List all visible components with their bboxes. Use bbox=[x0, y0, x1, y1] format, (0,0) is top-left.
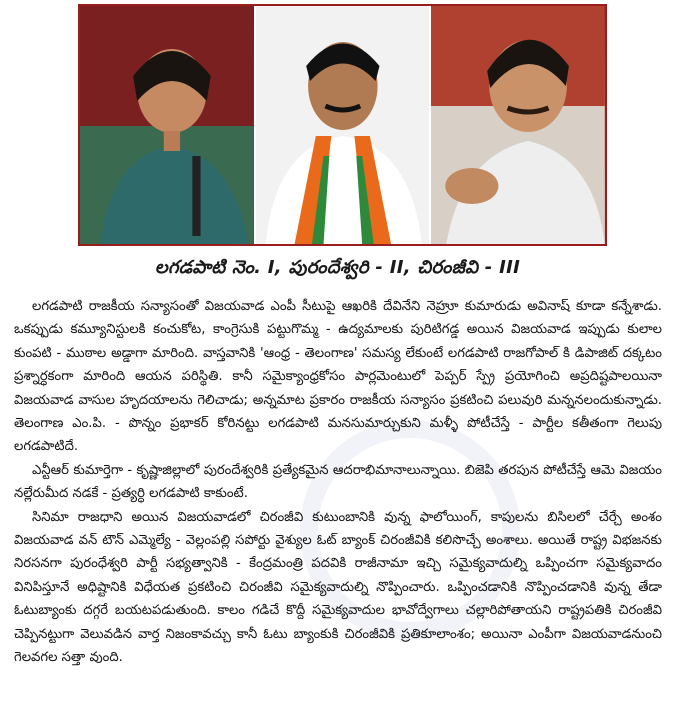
photo-caption: లగడపాటి నెం. I, పురందేశ్వరి - II, చిరంజీవి - III bbox=[154, 257, 521, 278]
photo-strip bbox=[78, 4, 607, 246]
article-paragraph: లగడపాటి రాజకీయ సన్యాసంతో విజయవాడ ఎంపీ సీటుపై ఆఖరికి దేవినేని నెహ్రూ కుమారుడు అవినాష్ కూడా కన్నేశాడు. ఒకప్పుడు కమ్యూనిస్టులకి కంచుకోట, కాంగ్రెసుకి పట్టుగొమ్మ - ఉద్యమాలకు పురిటిగడ్డ అయిన విజయవాడ ఇప్పుడు కులాల కుంపటి - ముఠాల అడ్డాగా మారింది. వాస్తవానికి 'ఆంధ్ర - తెలంగాణ' సమస్య లేకుంటే లగడపాటి రాజగోపాల్ కి డిపాజిట్ దక్కటం ప్రశ్నార్ధకంగా మారింది ఆయన పరిస్థితి. కానీ సమైక్యాంధ్రకోసం పార్లమెంటులో పెప్పర్ స్ప్రే ప్రయోగించి అప్రదిష్టపాలయినా విజయవాడ వాసుల హృదయాలను గెలిచాడు; అన్నమాట ప్రకారం రాజకీయ సన్యాసం ప్రకటించి పలువురి మన్ననలందుకున్నాడు. తెలంగాణ ఎం.పి. - పొన్నం ప్రభాకర్ కోరినట్టు లగడపాటి మనసుమార్చుకుని మళ్ళీ పోటీచేస్తే - పార్టీల కతీతంగా గెలుపు లగడపాటిదే. bbox=[14, 299, 662, 455]
person-photo-center bbox=[256, 6, 432, 244]
person-photo-right bbox=[431, 6, 605, 244]
article-body bbox=[14, 295, 662, 670]
person-photo-left bbox=[80, 6, 256, 244]
article-paragraph: ఎన్టీఆర్ కుమార్తెగా - కృష్ణాజిల్లాలో పురందేశ్వరికి ప్రత్యేకమైన ఆదరాభిమానాలున్నాయి. బిజెపి తరపున పోటీచేస్తే ఆమె విజయం నల్లేరుమీద నడకే - ప్రత్యర్ధి లగడపాటి కాకుంటే. bbox=[14, 462, 662, 502]
article-paragraph: సినిమా రాజధాని అయిన విజయవాడలో చిరంజీవి కుటుంబానికి వున్న ఫాలోయింగ్, కాపులను బిసిలలో చేర్చే అంశం విజయవాడ వన్ టౌన్ ఎమ్మెల్యే - వెల్లంపల్లి సపోర్టు వైశ్యుల ఓట్ బ్యాంక్ చిరంజీవికి కలిసొచ్చే అంశాలు. అయితే రాష్ట్ర విభజనకు నిరసనగా పురంధేశ్వరి పార్టీ సభ్యత్వానికి - కేంద్రమంత్రి పదవికి రాజీనామా ఇచ్చి సమైక్యవాదుల్ని ఒప్పించగా సమైక్యవాదం వినిపిస్తూనే అధిష్టానికి విధేయత ప్రకటించి చిరంజీవి సమైక్యవాదుల్ని నొప్పించారు. ఒప్పించడానికి నొప్పించడానికి వున్న తేడా ఓటుబ్యాంకు దగ్గరే బయటపడుతుంది. కాలం గడిచే కొద్దీ సమైక్యవాదుల భావోద్వేగాలు చల్లారిపోతాయని రాష్ట్రపతికి చిరంజీవి చెప్పినట్టుగా వెలువడిన వార్త నిజంకావచ్చు కానీ ఓటు బ్యాంకుకి చిరంజీవికి ప్రతికూలాంశం; అయినా ఎంపీగా విజయవాడనుంచి గెలవగల సత్తా వుంది. bbox=[14, 509, 662, 666]
